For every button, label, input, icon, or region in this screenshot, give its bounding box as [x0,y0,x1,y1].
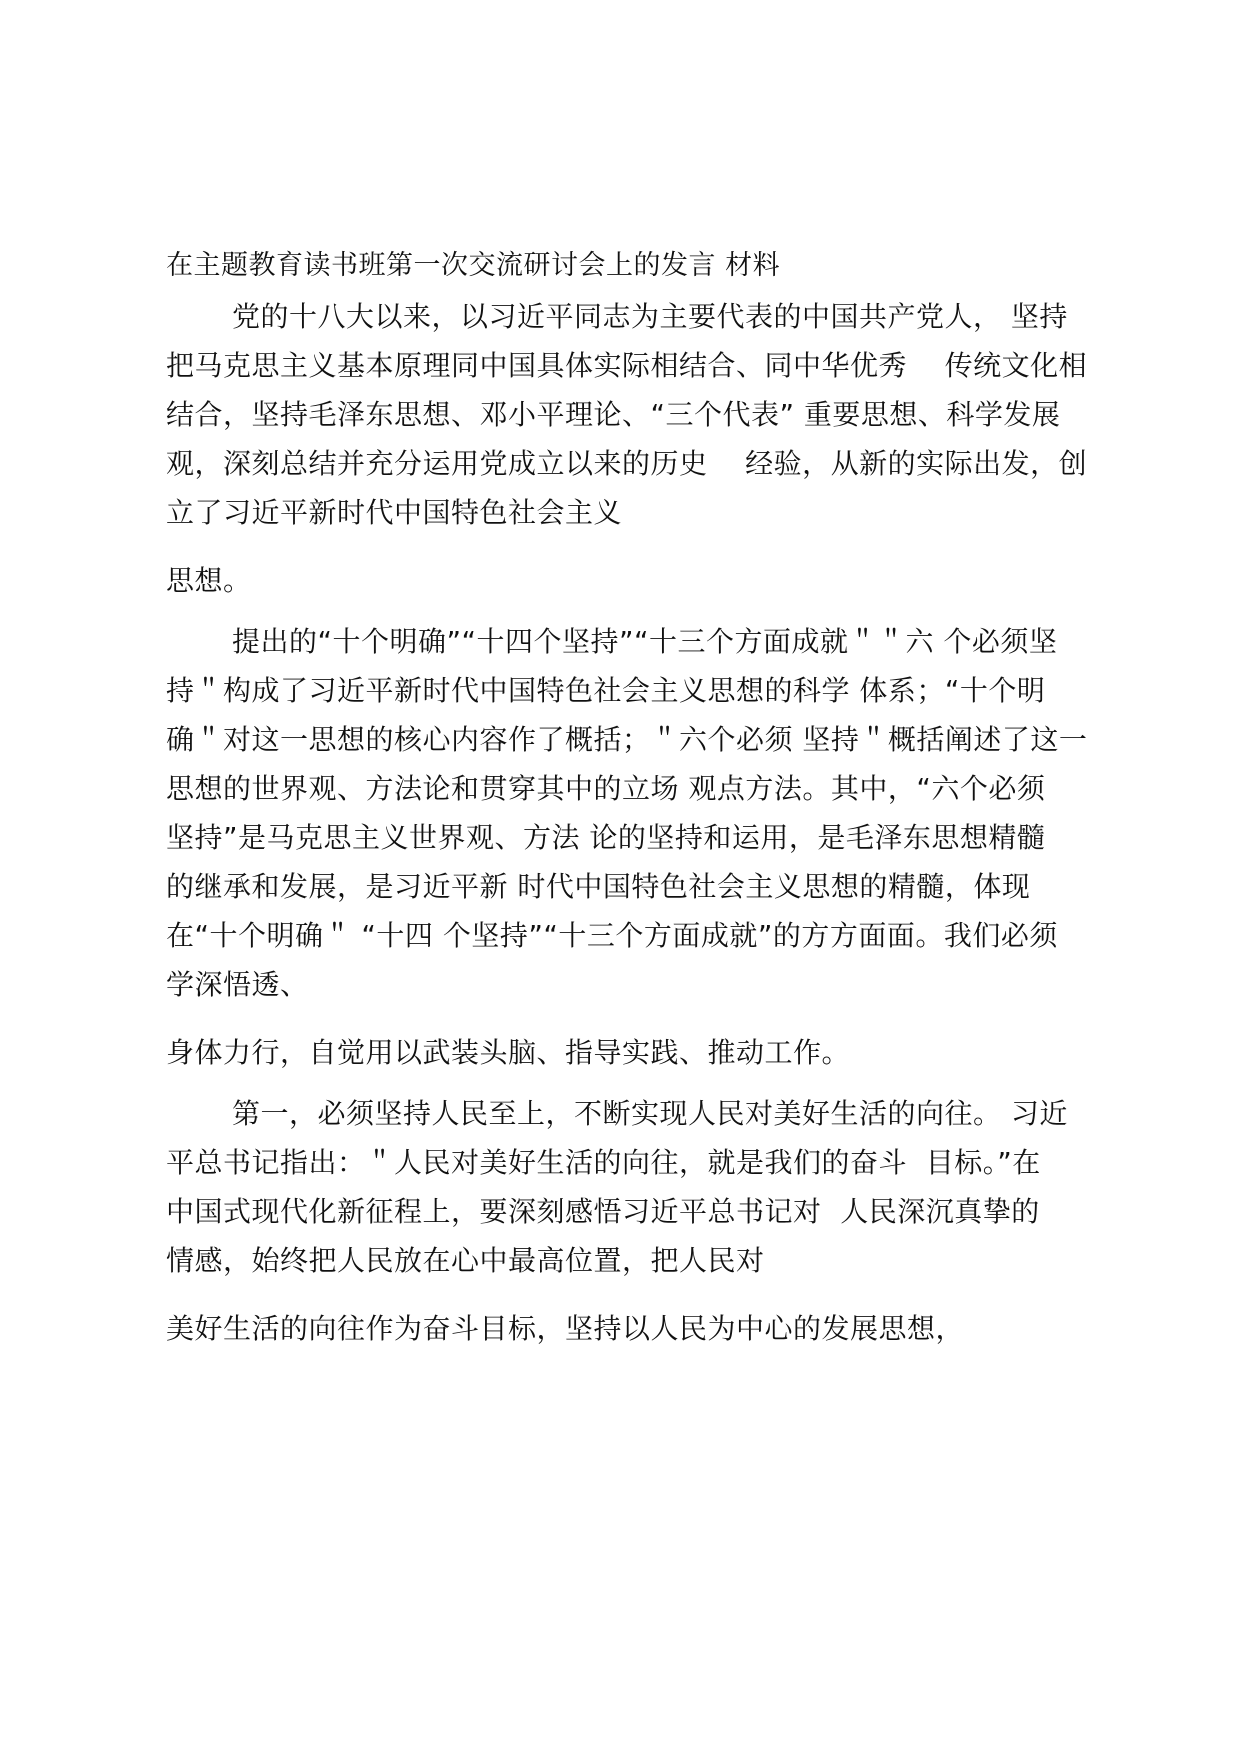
paragraph-line: 把马克思主义基本原理同中国具体实际相结合、同中华优秀 传统文化相 [166,349,1088,382]
paragraph-line: 思想。 [166,564,252,597]
paragraph-line: 情感，始终把人民放在心中最高位置，把人民对 [166,1244,765,1277]
paragraph-line: 观，深刻总结并充分运用党成立以来的历史 经验，从新的实际出发，创 [166,447,1088,480]
paragraph-line: 结合，坚持毛泽东思想、邓小平理论、“三个代表” 重要思想、科学发展 [166,398,1061,431]
paragraph-line: 在“十个明确＂ “十四 个坚持”“十三个方面成就”的方方面面。我们必须 [166,919,1058,952]
paragraph-line: 持＂构成了习近平新时代中国特色社会主义思想的科学 体系；“十个明 [166,674,1046,707]
paragraph-line: 平总书记指出：＂人民对美好生活的向往，就是我们的奋斗 目标。”在 [166,1146,1041,1179]
paragraph-line: 坚持”是马克思主义世界观、方法 论的坚持和运用，是毛泽东思想精髓 [166,821,1046,854]
paragraph-line: 中国式现代化新征程上，要深刻感悟习近平总书记对 人民深沉真挚的 [166,1195,1040,1228]
paragraph-line: 的继承和发展，是习近平新 时代中国特色社会主义思想的精髓，体现 [166,870,1031,903]
paragraph-line: 立了习近平新时代中国特色社会主义 [166,496,623,529]
paragraph-line: 学深悟透、 [166,968,309,1001]
paragraph-line: 美好生活的向往作为奋斗目标，坚持以人民为中心的发展思想， [166,1312,965,1345]
paragraph-line: 身体力行，自觉用以武装头脑、指导实践、推动工作。 [166,1036,851,1069]
paragraph-line: 提出的“十个明确”“十四个坚持”“十三个方面成就＂＂六 个必须坚 [232,625,1058,658]
paragraph-line: 第一，必须坚持人民至上，不断实现人民对美好生活的向往。 习近 [232,1097,1068,1130]
document-title: 在主题教育读书班第一次交流研讨会上的发言 材料 [166,250,781,281]
paragraph-line: 确＂对这一思想的核心内容作了概括；＂六个必须 坚持＂概括阐述了这一 [166,723,1088,756]
paragraph-line: 思想的世界观、方法论和贯穿其中的立场 观点方法。其中，“六个必须 [166,772,1046,805]
paragraph-line: 党的十八大以来，以习近平同志为主要代表的中国共产党人， 坚持 [232,300,1068,333]
